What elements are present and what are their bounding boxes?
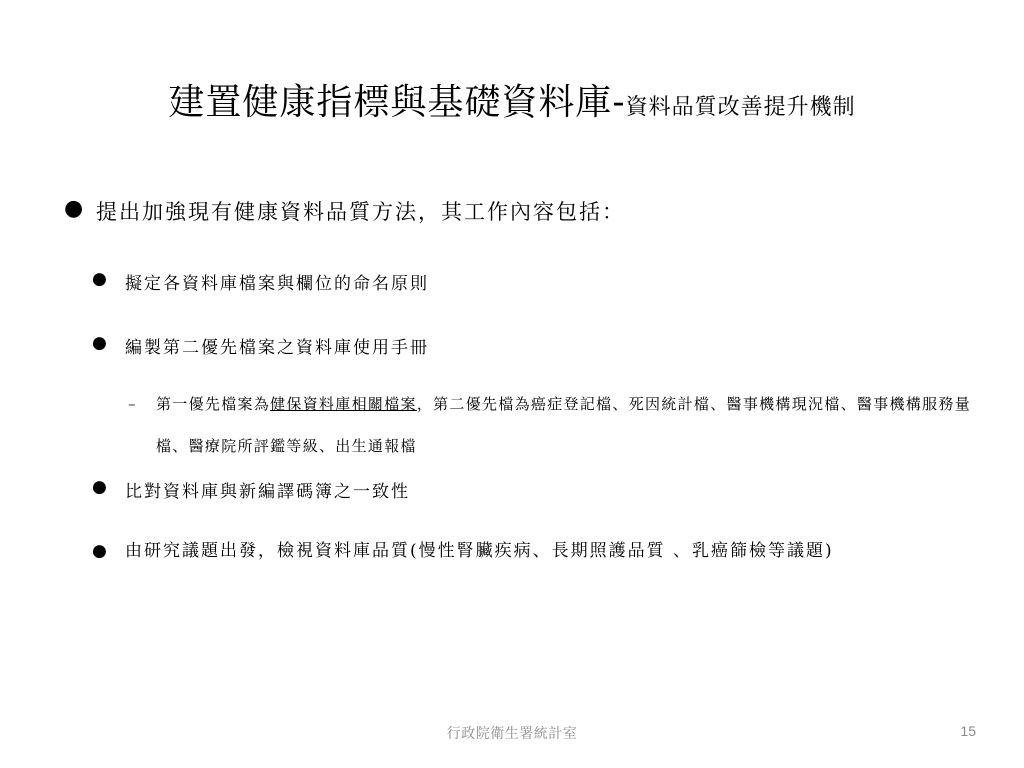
dash-icon: – bbox=[128, 395, 137, 413]
list-item bbox=[92, 269, 972, 294]
bullet-icon: ● bbox=[92, 269, 109, 289]
list-item-text: 由研究議題出發，檢視資料庫品質(慢性腎臟疾病、長期照護品質 、乳癌篩檢等議題) bbox=[125, 541, 834, 561]
bullet-icon: ● bbox=[92, 333, 109, 353]
sub-item-underlined: 健保資料庫相關檔案 bbox=[270, 395, 417, 413]
bullet-icon: ● bbox=[92, 541, 109, 561]
list-item-text: 編製第二優先檔案之資料庫使用手冊 bbox=[125, 338, 429, 358]
level1-text: 提出加強現有健康資料品質方法，其工作內容包括： bbox=[96, 200, 625, 224]
list-item-text: 擬定各資料庫檔案與欄位的命名原則 bbox=[125, 274, 429, 294]
sub-item-prefix: 第一優先檔案為 bbox=[156, 395, 271, 413]
sub-item-rest: ，第二優先檔為癌症登記檔、死因統計檔、醫事機構現況檔、醫事機構服務量檔、醫療院所評鑑等級、出生通報檔 bbox=[156, 395, 972, 455]
slide-title-main: 建置健康指標與基礎資料庫- bbox=[168, 82, 626, 123]
list-item bbox=[92, 528, 972, 574]
sub-list-item bbox=[128, 383, 978, 467]
list-item bbox=[92, 477, 972, 502]
slide-title-sub: 資料品質改善提升機制 bbox=[625, 95, 856, 120]
bullet-icon: ● bbox=[64, 196, 86, 221]
slide-title bbox=[0, 74, 1024, 125]
level1-bullet bbox=[64, 196, 964, 226]
sub-list-item-text bbox=[156, 383, 978, 467]
page-number: 15 bbox=[960, 723, 976, 739]
list-item-text: 比對資料庫與新編譯碼簿之一致性 bbox=[125, 482, 410, 502]
bullet-icon: ● bbox=[92, 477, 109, 497]
footer-org: 行政院衛生署統計室 bbox=[446, 726, 578, 742]
list-item bbox=[92, 333, 972, 358]
